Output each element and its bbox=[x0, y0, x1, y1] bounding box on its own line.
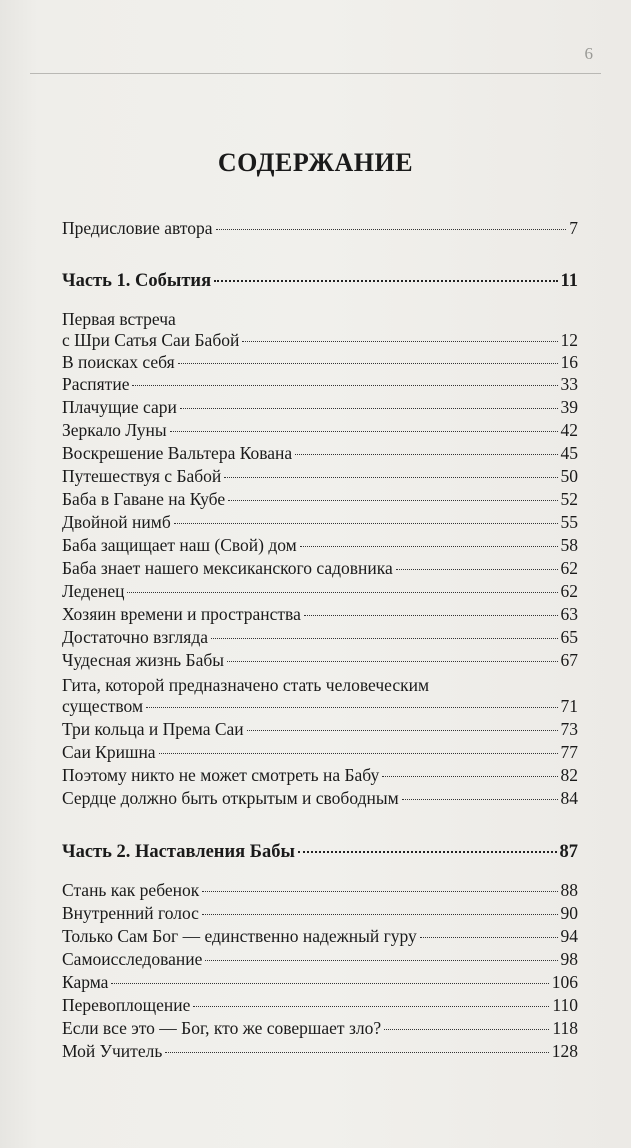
toc-entry-label: Баба защищает наш (Свой) дом bbox=[62, 535, 297, 555]
toc-entry bbox=[62, 650, 578, 671]
toc-leader bbox=[178, 363, 558, 364]
toc-entry bbox=[62, 374, 578, 395]
toc-entry-page: 128 bbox=[551, 1041, 578, 1061]
toc-leader bbox=[193, 1006, 549, 1007]
toc-entry-page: 45 bbox=[560, 443, 578, 463]
toc-entry-page: 77 bbox=[560, 742, 578, 762]
toc-leader bbox=[127, 592, 557, 593]
toc-entry-label: Плачущие сари bbox=[62, 397, 177, 417]
toc-part-page: 87 bbox=[559, 842, 578, 862]
toc-leader bbox=[216, 229, 567, 230]
toc-leader bbox=[224, 477, 557, 478]
toc-entry-label: Три кольца и Према Саи bbox=[62, 719, 244, 739]
toc-entry bbox=[62, 949, 578, 970]
toc-entry-label: Воскрешение Вальтера Кована bbox=[62, 443, 293, 463]
toc-part-label: Часть 2. Наставления Бабы bbox=[62, 842, 295, 862]
toc-entry bbox=[62, 1041, 578, 1062]
toc-entry-page: 7 bbox=[569, 218, 578, 238]
toc-entry-label: Баба знает нашего мексиканского садовника bbox=[62, 558, 393, 578]
toc-entry-page: 62 bbox=[560, 581, 578, 601]
toc-entry bbox=[62, 627, 578, 648]
toc-entry-label: Мой Учитель bbox=[62, 1041, 163, 1061]
toc-entry-label-continued: с Шри Сатья Саи Бабой bbox=[62, 330, 240, 350]
toc-entry-label: Сердце должно быть открытым и свободным bbox=[62, 788, 399, 808]
toc-entry bbox=[62, 765, 578, 786]
toc-leader bbox=[227, 661, 557, 662]
toc-leader bbox=[211, 638, 558, 639]
toc-entry-page: 98 bbox=[560, 949, 578, 969]
toc-leader bbox=[146, 707, 557, 708]
page-title: СОДЕРЖАНИЕ bbox=[217, 148, 414, 177]
toc-entry-page: 73 bbox=[560, 719, 578, 739]
toc-entry bbox=[62, 742, 578, 763]
toc-entry-label: Путешествуя с Бабой bbox=[62, 466, 222, 486]
toc-leader bbox=[396, 569, 558, 570]
toc-entry-label: Достаточно взгляда bbox=[62, 627, 208, 647]
toc-entry-page: 90 bbox=[560, 903, 578, 923]
toc-entry-label: Первая встреча bbox=[62, 309, 176, 329]
toc-entry-page: 67 bbox=[560, 650, 578, 670]
toc-entry-label: Карма bbox=[62, 972, 109, 992]
toc-entry bbox=[62, 903, 578, 924]
toc-leader bbox=[202, 914, 558, 915]
toc-entry-label: Саи Кришна bbox=[62, 742, 156, 762]
toc-entry-page: 82 bbox=[560, 765, 578, 785]
toc-leader bbox=[247, 730, 558, 731]
toc-leader bbox=[298, 851, 557, 853]
toc-entry bbox=[62, 512, 578, 533]
toc-entry bbox=[62, 420, 578, 441]
toc-part-page: 11 bbox=[560, 271, 578, 291]
toc-entry-label: Леденец bbox=[62, 581, 125, 601]
toc-entry-page: 42 bbox=[560, 420, 578, 440]
toc-entry bbox=[62, 309, 578, 351]
toc-leader bbox=[214, 280, 557, 282]
toc-entry-label: Предисловие автора bbox=[62, 218, 213, 238]
toc-entry bbox=[62, 558, 578, 579]
toc-leader bbox=[382, 776, 557, 777]
toc-entry-page: 106 bbox=[551, 972, 578, 992]
toc-entry-label: Перевоплощение bbox=[62, 995, 191, 1015]
toc-entry bbox=[62, 972, 578, 993]
toc-entry bbox=[62, 489, 578, 510]
toc-leader bbox=[304, 615, 558, 616]
toc-entry-foreword bbox=[62, 218, 578, 239]
toc-entry-page: 33 bbox=[560, 374, 578, 394]
toc-leader bbox=[132, 385, 557, 386]
toc-entry-page: 39 bbox=[560, 397, 578, 417]
toc-entry bbox=[62, 443, 578, 464]
toc-entry-page: 94 bbox=[560, 926, 578, 946]
toc-entry-label: Распятие bbox=[62, 374, 130, 394]
toc-entry-label-continued: существом bbox=[62, 696, 144, 716]
toc-entry-label: Хозяин времени и пространства bbox=[62, 604, 301, 624]
toc-entry-page: 50 bbox=[560, 466, 578, 486]
toc-entry-page: 55 bbox=[560, 512, 578, 532]
toc-part-2 bbox=[62, 842, 578, 863]
toc-entry bbox=[62, 995, 578, 1016]
toc-leader bbox=[242, 341, 557, 342]
toc-leader bbox=[111, 983, 548, 984]
toc-entry-page: 52 bbox=[560, 489, 578, 509]
toc-leader bbox=[384, 1029, 549, 1030]
toc-entry bbox=[62, 926, 578, 947]
toc-entry bbox=[62, 719, 578, 740]
toc-part-1 bbox=[62, 271, 578, 292]
header-rule bbox=[30, 73, 601, 74]
toc-entry bbox=[62, 675, 578, 717]
toc-leader bbox=[170, 431, 558, 432]
toc-entry-label: Поэтому никто не может смотреть на Бабу bbox=[62, 765, 380, 785]
toc-leader bbox=[228, 500, 557, 501]
toc-entry bbox=[62, 880, 578, 901]
toc-leader bbox=[300, 546, 558, 547]
toc-leader bbox=[420, 937, 558, 938]
toc-entry-page: 118 bbox=[552, 1018, 578, 1038]
toc-entry bbox=[62, 466, 578, 487]
toc-entry-label: Если все это — Бог, кто же совершает зло? bbox=[62, 1018, 382, 1038]
toc-leader bbox=[159, 753, 558, 754]
toc-entry bbox=[62, 535, 578, 556]
toc-entry bbox=[62, 1018, 578, 1039]
toc-entry-label: Стань как ребенок bbox=[62, 880, 200, 900]
toc-entry-page: 62 bbox=[560, 558, 578, 578]
toc-entry-page: 65 bbox=[560, 627, 578, 647]
toc-entry-label: В поисках себя bbox=[62, 352, 175, 372]
toc-entry-page: 88 bbox=[560, 880, 578, 900]
toc-leader bbox=[205, 960, 557, 961]
toc-leader bbox=[202, 891, 557, 892]
toc-entry-label: Зеркало Луны bbox=[62, 420, 167, 440]
toc-entry-label: Только Сам Бог — единственно надежный гуру bbox=[62, 926, 417, 946]
toc-leader bbox=[295, 454, 557, 455]
toc-entry-label: Самоисследование bbox=[62, 949, 203, 969]
toc-entry-page: 110 bbox=[552, 995, 578, 1015]
toc-entry bbox=[62, 581, 578, 602]
toc-entry-page: 71 bbox=[560, 696, 578, 716]
toc-entry-page: 58 bbox=[560, 535, 578, 555]
toc-entry-page: 84 bbox=[560, 788, 578, 808]
toc-entry-label: Баба в Гаване на Кубе bbox=[62, 489, 226, 509]
toc-entry bbox=[62, 604, 578, 625]
toc-leader bbox=[174, 523, 558, 524]
toc-entry-page: 16 bbox=[560, 352, 578, 372]
toc-leader bbox=[402, 799, 558, 800]
toc-entry bbox=[62, 788, 578, 809]
toc-entry-label: Гита, которой предназначено стать человеческим bbox=[62, 675, 430, 695]
toc-entry bbox=[62, 397, 578, 418]
toc-entry-label: Чудесная жизнь Бабы bbox=[62, 650, 225, 670]
page-number: 6 bbox=[584, 44, 593, 63]
toc-part-label: Часть 1. События bbox=[62, 271, 212, 291]
toc-entry bbox=[62, 352, 578, 373]
toc-entry-page: 12 bbox=[560, 330, 578, 350]
toc-entry-label: Внутренний голос bbox=[62, 903, 199, 923]
toc-entry-page: 63 bbox=[560, 604, 578, 624]
toc-entry-label: Двойной нимб bbox=[62, 512, 171, 532]
toc-leader bbox=[165, 1052, 548, 1053]
toc-leader bbox=[180, 408, 558, 409]
